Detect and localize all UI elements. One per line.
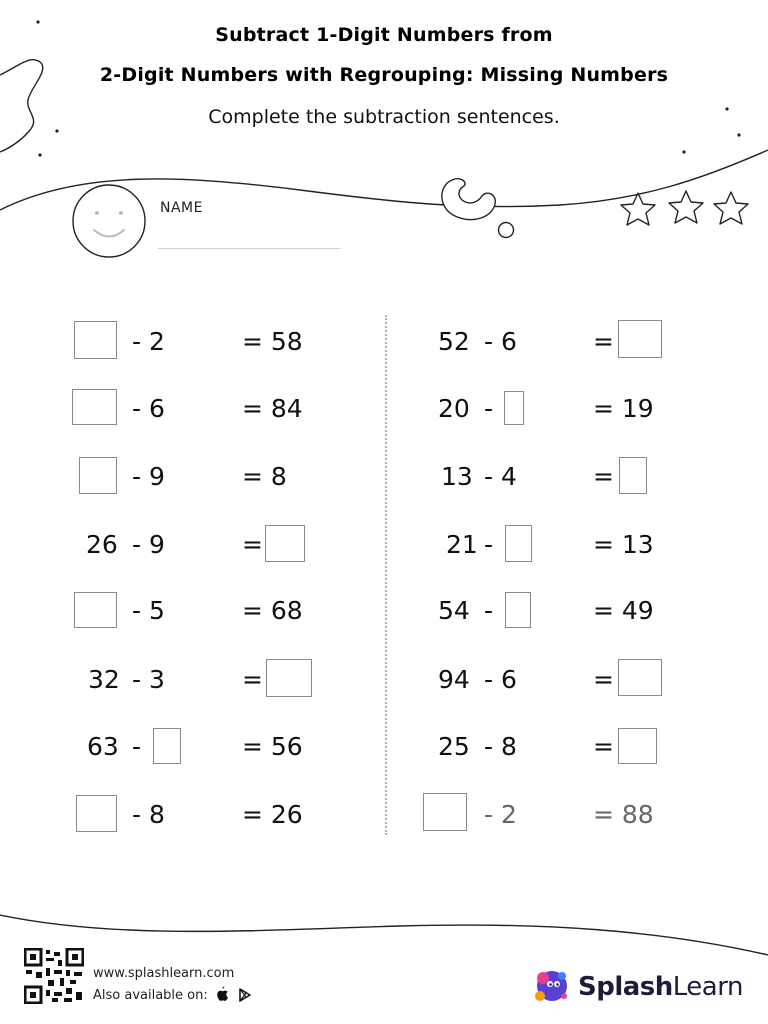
result: = bbox=[593, 731, 614, 761]
avatar-eye bbox=[95, 211, 99, 215]
ring-shape bbox=[499, 223, 514, 238]
name-label: NAME bbox=[160, 200, 203, 216]
minuend: 26 bbox=[86, 529, 118, 559]
result: = 56 bbox=[242, 731, 303, 761]
subtrahend: - 5 bbox=[132, 595, 165, 625]
subtrahend: - 9 bbox=[132, 529, 165, 559]
answer-box[interactable] bbox=[619, 457, 647, 494]
result: = 13 bbox=[593, 529, 654, 559]
sparkle-dot bbox=[682, 150, 685, 153]
worksheet-title-line-2: 2-Digit Numbers with Regrouping: Missing Numbers bbox=[99, 64, 669, 86]
result: = 49 bbox=[593, 595, 654, 625]
name-write-line[interactable] bbox=[158, 248, 340, 249]
subtrahend: - 6 bbox=[132, 393, 165, 423]
brand-name bbox=[578, 972, 743, 1002]
minuend: 54 bbox=[438, 595, 470, 625]
answer-box[interactable] bbox=[72, 389, 117, 425]
answer-box[interactable] bbox=[79, 457, 117, 494]
brand-name-bold: Splash bbox=[578, 972, 673, 1002]
result: = 8 bbox=[242, 461, 287, 491]
blob-shape bbox=[442, 179, 495, 220]
avatar-circle bbox=[73, 185, 145, 257]
sparkle-dot bbox=[55, 129, 58, 132]
result: = 58 bbox=[242, 326, 303, 356]
subtrahend: - 3 bbox=[132, 664, 165, 694]
answer-box[interactable] bbox=[505, 592, 531, 628]
subtrahend: - bbox=[484, 393, 494, 423]
worksheet-title-line-1: Subtract 1-Digit Numbers from bbox=[215, 24, 553, 46]
website-link[interactable]: www.splashlearn.com bbox=[93, 966, 235, 981]
result: = bbox=[242, 664, 263, 694]
answer-box[interactable] bbox=[618, 659, 662, 696]
answer-box[interactable] bbox=[265, 525, 305, 562]
worksheet-instructions: Complete the subtraction sentences. bbox=[208, 106, 560, 128]
minuend: 52 bbox=[438, 326, 470, 356]
result: = 19 bbox=[593, 393, 654, 423]
sparkle-dot bbox=[38, 153, 41, 156]
star-icon bbox=[621, 193, 655, 225]
answer-box[interactable] bbox=[618, 728, 657, 764]
answer-box[interactable] bbox=[74, 321, 117, 359]
answer-box[interactable] bbox=[423, 793, 467, 831]
result: = 26 bbox=[242, 799, 303, 829]
result: = bbox=[593, 664, 614, 694]
answer-box[interactable] bbox=[74, 592, 117, 628]
result: = 88 bbox=[593, 799, 654, 829]
footer-wave bbox=[0, 915, 768, 955]
star-icon bbox=[669, 191, 703, 223]
brand-name-regular: Learn bbox=[672, 972, 743, 1002]
result: = bbox=[593, 461, 614, 491]
minuend: 25 bbox=[438, 731, 470, 761]
subtrahend: - 6 bbox=[484, 326, 517, 356]
star-icon bbox=[714, 192, 748, 224]
subtrahend: - 8 bbox=[484, 731, 517, 761]
subtrahend: - 2 bbox=[132, 326, 165, 356]
minuend: 63 bbox=[87, 731, 119, 761]
subtrahend: - 8 bbox=[132, 799, 165, 829]
sparkle-dot bbox=[737, 133, 740, 136]
subtrahend: - 9 bbox=[132, 461, 165, 491]
answer-box[interactable] bbox=[76, 795, 117, 832]
answer-box[interactable] bbox=[505, 525, 532, 562]
subtrahend: - 6 bbox=[484, 664, 517, 694]
answer-box[interactable] bbox=[504, 391, 524, 425]
avatar-eye bbox=[119, 211, 123, 215]
result: = 84 bbox=[242, 393, 303, 423]
available-on-label: Also available on: bbox=[93, 988, 208, 1003]
qr-code-icon[interactable] bbox=[24, 948, 84, 1004]
answer-box[interactable] bbox=[153, 728, 181, 764]
subtrahend: - 4 bbox=[484, 461, 517, 491]
answer-box[interactable] bbox=[266, 659, 312, 697]
minuend: 32 bbox=[88, 664, 120, 694]
minuend: 13 bbox=[441, 461, 473, 491]
subtrahend: - bbox=[132, 731, 142, 761]
splashlearn-logo-icon[interactable] bbox=[530, 966, 574, 1006]
column-divider bbox=[385, 315, 387, 835]
subtrahend: - bbox=[484, 595, 494, 625]
minuend: 94 bbox=[438, 664, 470, 694]
google-play-icon[interactable] bbox=[238, 988, 252, 1002]
result: = bbox=[242, 529, 263, 559]
subtrahend: - bbox=[484, 529, 494, 559]
result: = bbox=[593, 326, 614, 356]
apple-icon[interactable] bbox=[215, 986, 229, 1002]
result: = 68 bbox=[242, 595, 303, 625]
minuend: 21 bbox=[446, 529, 478, 559]
minuend: 20 bbox=[438, 393, 470, 423]
answer-box[interactable] bbox=[618, 320, 662, 358]
subtrahend: - 2 bbox=[484, 799, 517, 829]
